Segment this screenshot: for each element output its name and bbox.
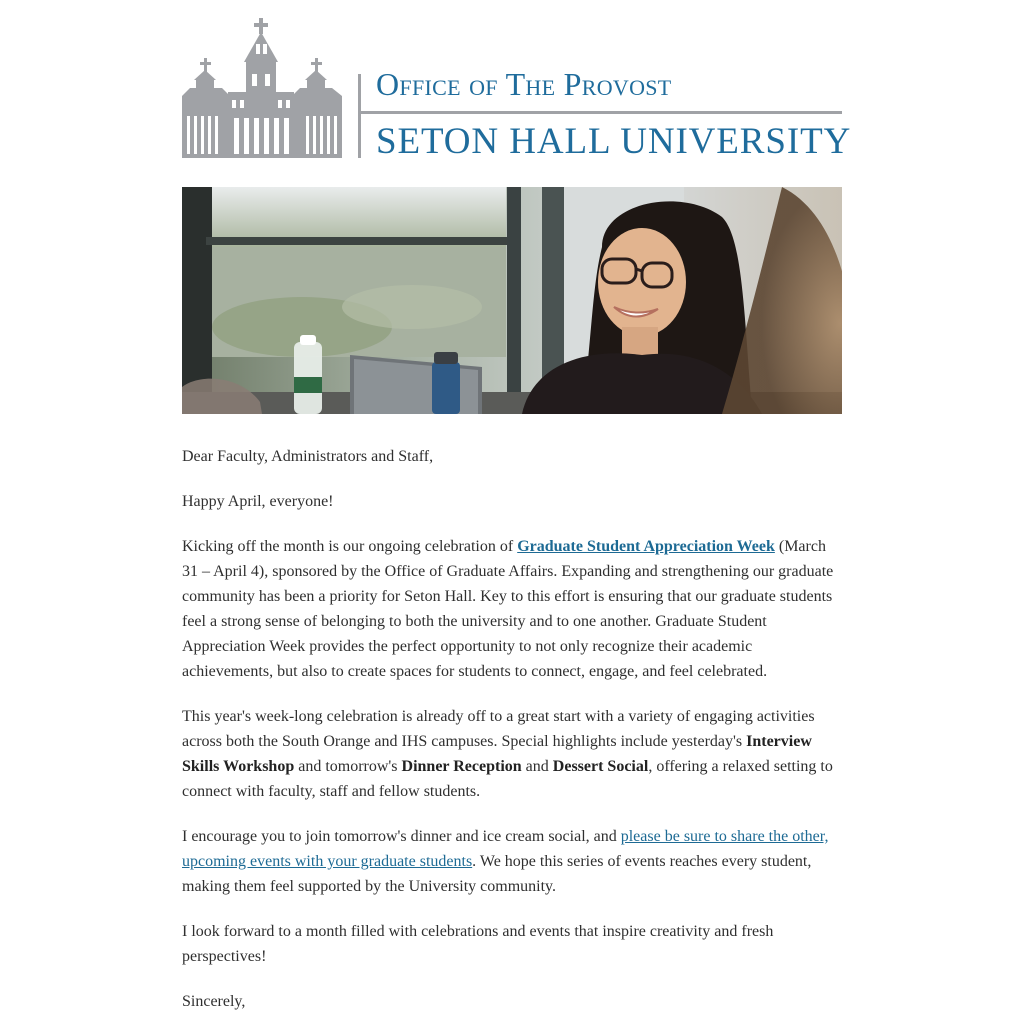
letter-closing: Sincerely,	[182, 993, 246, 1010]
dinner-reception-label: Dinner Reception	[401, 758, 522, 775]
letter-body	[182, 414, 842, 1014]
letter-opening: Happy April, everyone!	[182, 493, 334, 510]
office-of-the-provost-title: Office of The Provost	[376, 66, 672, 102]
hero-photo	[182, 187, 842, 414]
letter-paragraph-1	[182, 534, 842, 684]
p2-text-3: and	[521, 758, 553, 775]
seton-hall-university-title: SETON HALL UNIVERSITY	[376, 121, 852, 162]
p2-text-1: This year's week-long celebration is already off to a great start with a variety of engaging activities across both the South Orange and IHS campuses. Special highlights include yesterday's	[182, 708, 815, 750]
share-upcoming-events-link[interactable]: please be sure to share the other, upcoming events with your graduate students	[182, 828, 829, 870]
p1-text-before: Kicking off the month is our ongoing celebration of	[182, 538, 518, 555]
p3-text-before: I encourage you to join tomorrow's dinner and ice cream social, and	[182, 828, 621, 845]
p1-text-after: (March 31 – April 4), sponsored by the Office of Graduate Affairs. Expanding and strengthening our graduate community has been a priority for Seton Hall. Key to this effort is ensuring that our graduate students feel a strong sense of belonging to both the university and to one another. Graduate Student Appreciation Week provides the perfect opportunity to not only recognize their academic achievements, but also to create spaces for students to connect, engage, and feel celebrated.	[182, 538, 834, 680]
graduate-student-appreciation-week-link[interactable]: Graduate Student Appreciation Week	[517, 538, 775, 555]
logo-horizontal-divider	[361, 111, 842, 114]
letter-paragraph-2	[182, 704, 842, 804]
p2-text-4: , offering a relaxed setting to connect with faculty, staff and fellow students.	[182, 758, 833, 800]
email-container	[182, 0, 852, 1024]
p2-text-2: and tomorrow's	[294, 758, 402, 775]
letter-paragraph-3	[182, 824, 842, 899]
letter-paragraph-4: I look forward to a month filled with celebrations and events that inspire creativity and fresh perspectives!	[182, 923, 774, 965]
provost-logo-header	[182, 0, 852, 187]
p3-text-after: . We hope this series of events reaches every student, making them feel supported by the University community.	[182, 853, 812, 895]
dessert-social-label: Dessert Social	[552, 758, 649, 775]
logo-vertical-divider	[358, 74, 361, 158]
seton-hall-building-icon	[182, 18, 342, 158]
interview-skills-workshop-label: Interview Skills Workshop	[182, 733, 812, 775]
letter-greeting: Dear Faculty, Administrators and Staff,	[182, 448, 434, 465]
